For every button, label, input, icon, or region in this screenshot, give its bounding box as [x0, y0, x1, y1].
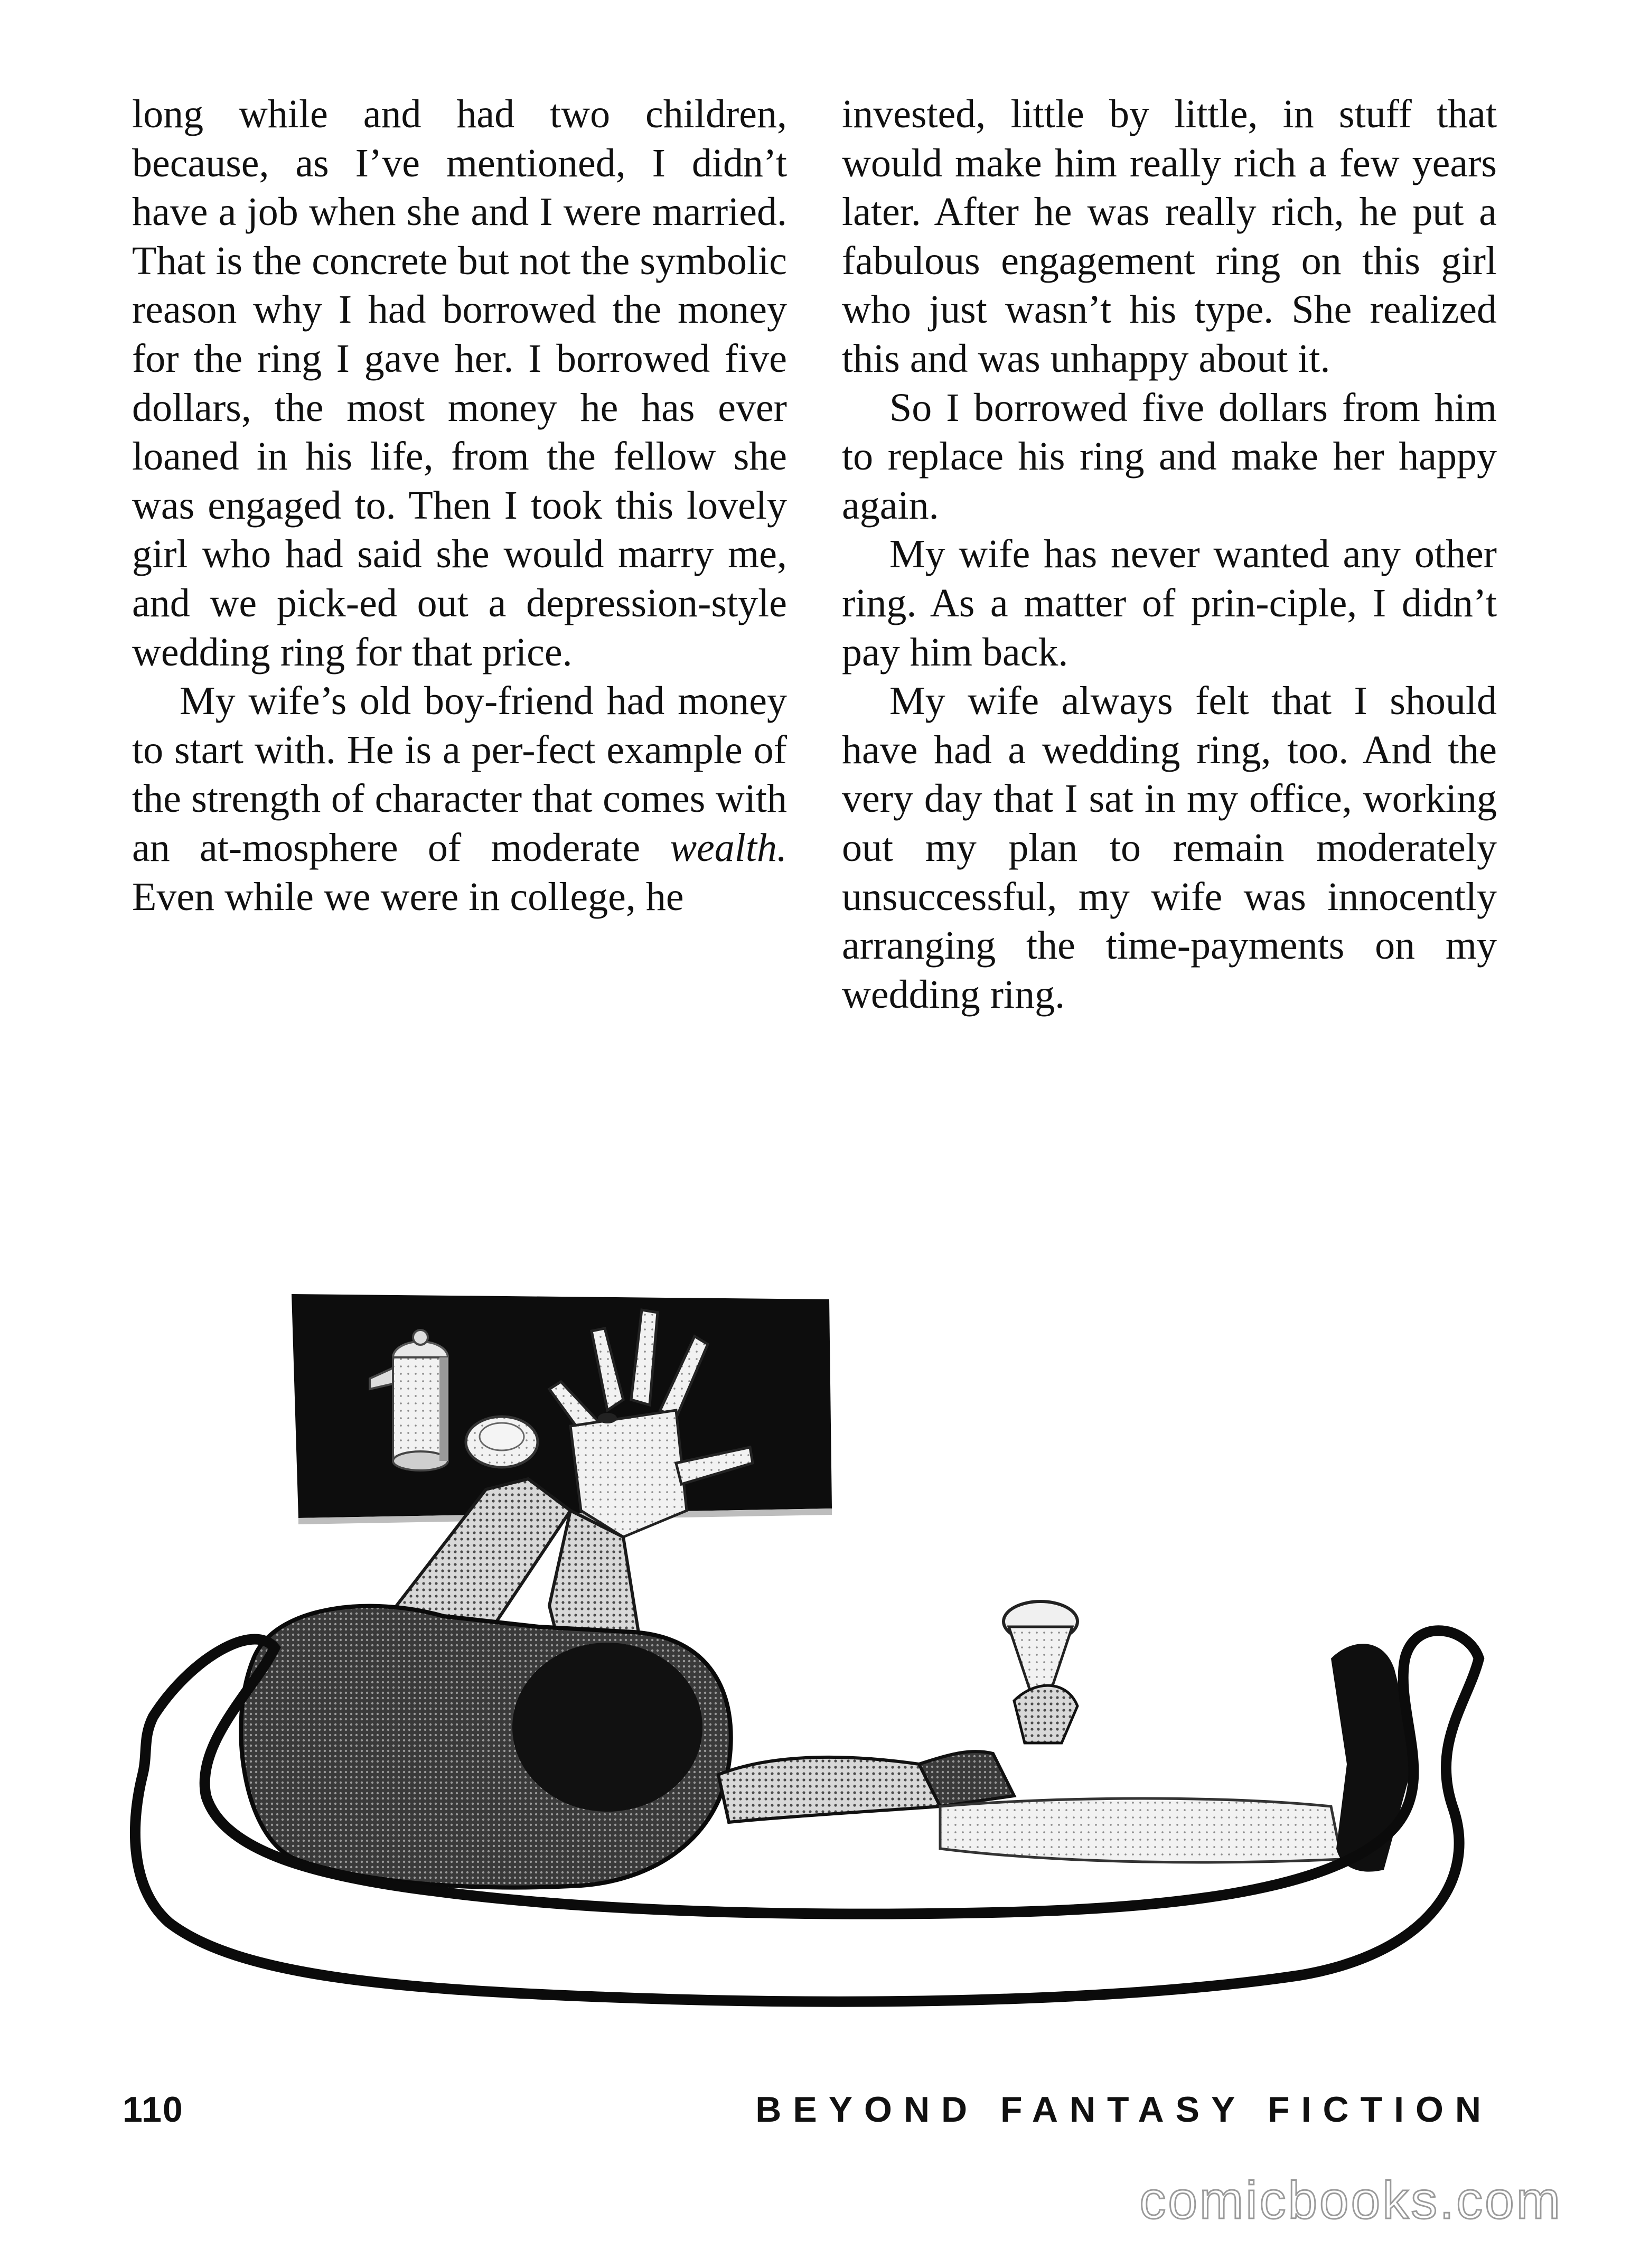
left-paragraph-1: long while and had two children, because, as I’ve mentioned, I didn’t have a job when she and I were married. That is the concrete but not the symbolic reason why I had borrowed the money for the ring I gave her. I borrowed five dollars, the most money he has ever loaned in his life, from the fellow she was engaged to. Then I took this lovely girl who had said she would marry me, and we pick-ed out a depression-style wedding ring for that price. — [132, 92, 787, 674]
page-number: 110 — [123, 2089, 184, 2130]
watermark-logo: comicbooks.com — [1139, 2171, 1562, 2230]
desk-blotter — [292, 1294, 832, 1524]
seated-man — [241, 1606, 1014, 1888]
magazine-title: BEYOND FANTASY FICTION — [755, 2089, 1493, 2130]
right-paragraph-4: My wife always felt that I should have had a wedding ring, too. And the very day that I sat in my office, working out my plan to remain moderately unsuccessful, my wife was innocently arranging the time-payments on my wedding ring. — [842, 679, 1497, 1017]
legs-and-shoes — [940, 1644, 1416, 1871]
glass-icon — [1004, 1601, 1077, 1743]
right-paragraph-2: So I borrowed five dollars from him to replace his ring and make her happy again. — [842, 385, 1497, 528]
cup-icon — [466, 1417, 538, 1467]
left-paragraph-2 — [132, 677, 787, 921]
illustration-man-at-desk — [116, 1289, 1511, 2092]
right-paragraph-3: My wife has never wanted any other ring. As a matter of prin-ciple, I didn’t pay him back. — [842, 532, 1497, 674]
left-text-column — [132, 90, 787, 921]
right-paragraph-1: invested, little by little, in stuff that would make him really rich a few years later. After he was really rich, he put a fabulous engagement ring on this girl who just wasn’t his type. She realized this and was unhappy about it. — [842, 92, 1497, 381]
left-paragraph-2-start: My wife’s old boy-friend had money to start with. He is a per-fect example of the strength of character that comes with an at-mosphere of moderate — [132, 679, 787, 870]
right-text-column — [842, 90, 1497, 1019]
left-paragraph-2-end: Even while we were in college, he — [132, 874, 684, 919]
emphasized-word: wealth. — [670, 825, 787, 870]
